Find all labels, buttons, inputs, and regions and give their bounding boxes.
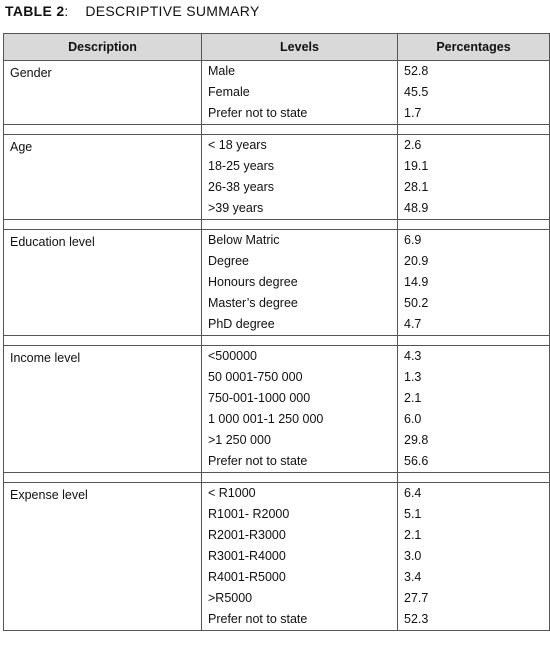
level-label: R2001-R3000 [208,528,286,542]
percentage-value: 6.4 [404,486,422,500]
percentage-value: 52.3 [404,612,429,626]
table-header-row [4,34,550,61]
levels-cell [202,61,398,125]
level-label: >1 250 000 [208,433,271,447]
levels-cell [202,135,398,220]
percentage-value: 19.1 [404,159,429,173]
percentage-value: 48.9 [404,201,429,215]
table-body [4,61,550,631]
table-caption: TABLE 2: DESCRIPTIVE SUMMARY [5,3,260,19]
percentages-cell [398,346,550,473]
level-label: <500000 [208,349,258,363]
table-row [4,230,550,336]
spacer-cell [202,220,398,230]
spacer-row [4,473,550,483]
spacer-cell [4,473,202,483]
spacer-cell [4,125,202,135]
percentage-value: 2.1 [404,528,422,542]
descriptive-summary-table [3,33,550,631]
level-label: Prefer not to state [208,454,308,468]
spacer-cell [398,336,550,346]
percentage-value: 2.1 [404,391,422,405]
percentages-cell [398,230,550,336]
level-label: Degree [208,254,249,268]
percentage-value: 5.1 [404,507,422,521]
percentage-value: 4.3 [404,349,422,363]
percentage-value: 45.5 [404,85,429,99]
level-label: PhD degree [208,317,275,331]
level-label: >39 years [208,201,264,215]
level-label: Honours degree [208,275,298,289]
description-cell: Education level [4,230,202,336]
level-label: 1 000 001-1 250 000 [208,412,324,426]
table-caption-title: DESCRIPTIVE SUMMARY [85,3,260,19]
spacer-cell [202,125,398,135]
spacer-row [4,336,550,346]
description-cell: Gender [4,61,202,125]
level-label: >R5000 [208,591,253,605]
header-description: Description [4,34,202,61]
level-label: R1001- R2000 [208,507,290,521]
level-label: Master’s degree [208,296,298,310]
percentage-value: 1.3 [404,370,422,384]
level-label: Below Matric [208,233,280,247]
percentage-value: 27.7 [404,591,429,605]
percentage-value: 6.0 [404,412,422,426]
spacer-cell [202,473,398,483]
percentage-value: 14.9 [404,275,429,289]
percentage-value: 28.1 [404,180,429,194]
percentage-value: 56.6 [404,454,429,468]
spacer-row [4,125,550,135]
level-label: R4001-R5000 [208,570,286,584]
levels-cell [202,230,398,336]
percentages-cell [398,483,550,631]
spacer-row [4,220,550,230]
table-row [4,135,550,220]
table-row [4,346,550,473]
level-label: 26-38 years [208,180,275,194]
table-row [4,483,550,631]
percentage-value: 2.6 [404,138,422,152]
level-label: Male [208,64,236,78]
level-label: 50 0001-750 000 [208,370,303,384]
spacer-cell [398,220,550,230]
percentage-value: 6.9 [404,233,422,247]
percentage-value: 20.9 [404,254,429,268]
levels-cell [202,346,398,473]
percentage-value: 29.8 [404,433,429,447]
header-levels: Levels [202,34,398,61]
percentage-value: 3.0 [404,549,422,563]
header-percentages: Percentages [398,34,550,61]
level-label: 18-25 years [208,159,275,173]
level-label: < R1000 [208,486,256,500]
table-caption-label: TABLE 2 [5,3,65,19]
level-label: 750-001-1000 000 [208,391,311,405]
spacer-cell [4,220,202,230]
percentage-value: 4.7 [404,317,422,331]
description-cell: Income level [4,346,202,473]
spacer-cell [202,336,398,346]
level-label: Prefer not to state [208,106,308,120]
levels-cell [202,483,398,631]
level-label: Prefer not to state [208,612,308,626]
percentage-value: 1.7 [404,106,422,120]
spacer-cell [4,336,202,346]
percentages-cell [398,135,550,220]
percentage-value: 52.8 [404,64,429,78]
description-cell: Age [4,135,202,220]
table-row [4,61,550,125]
spacer-cell [398,473,550,483]
spacer-cell [398,125,550,135]
description-cell: Expense level [4,483,202,631]
level-label: < 18 years [208,138,267,152]
level-label: Female [208,85,250,99]
level-label: R3001-R4000 [208,549,286,563]
percentage-value: 50.2 [404,296,429,310]
percentage-value: 3.4 [404,570,422,584]
percentages-cell [398,61,550,125]
